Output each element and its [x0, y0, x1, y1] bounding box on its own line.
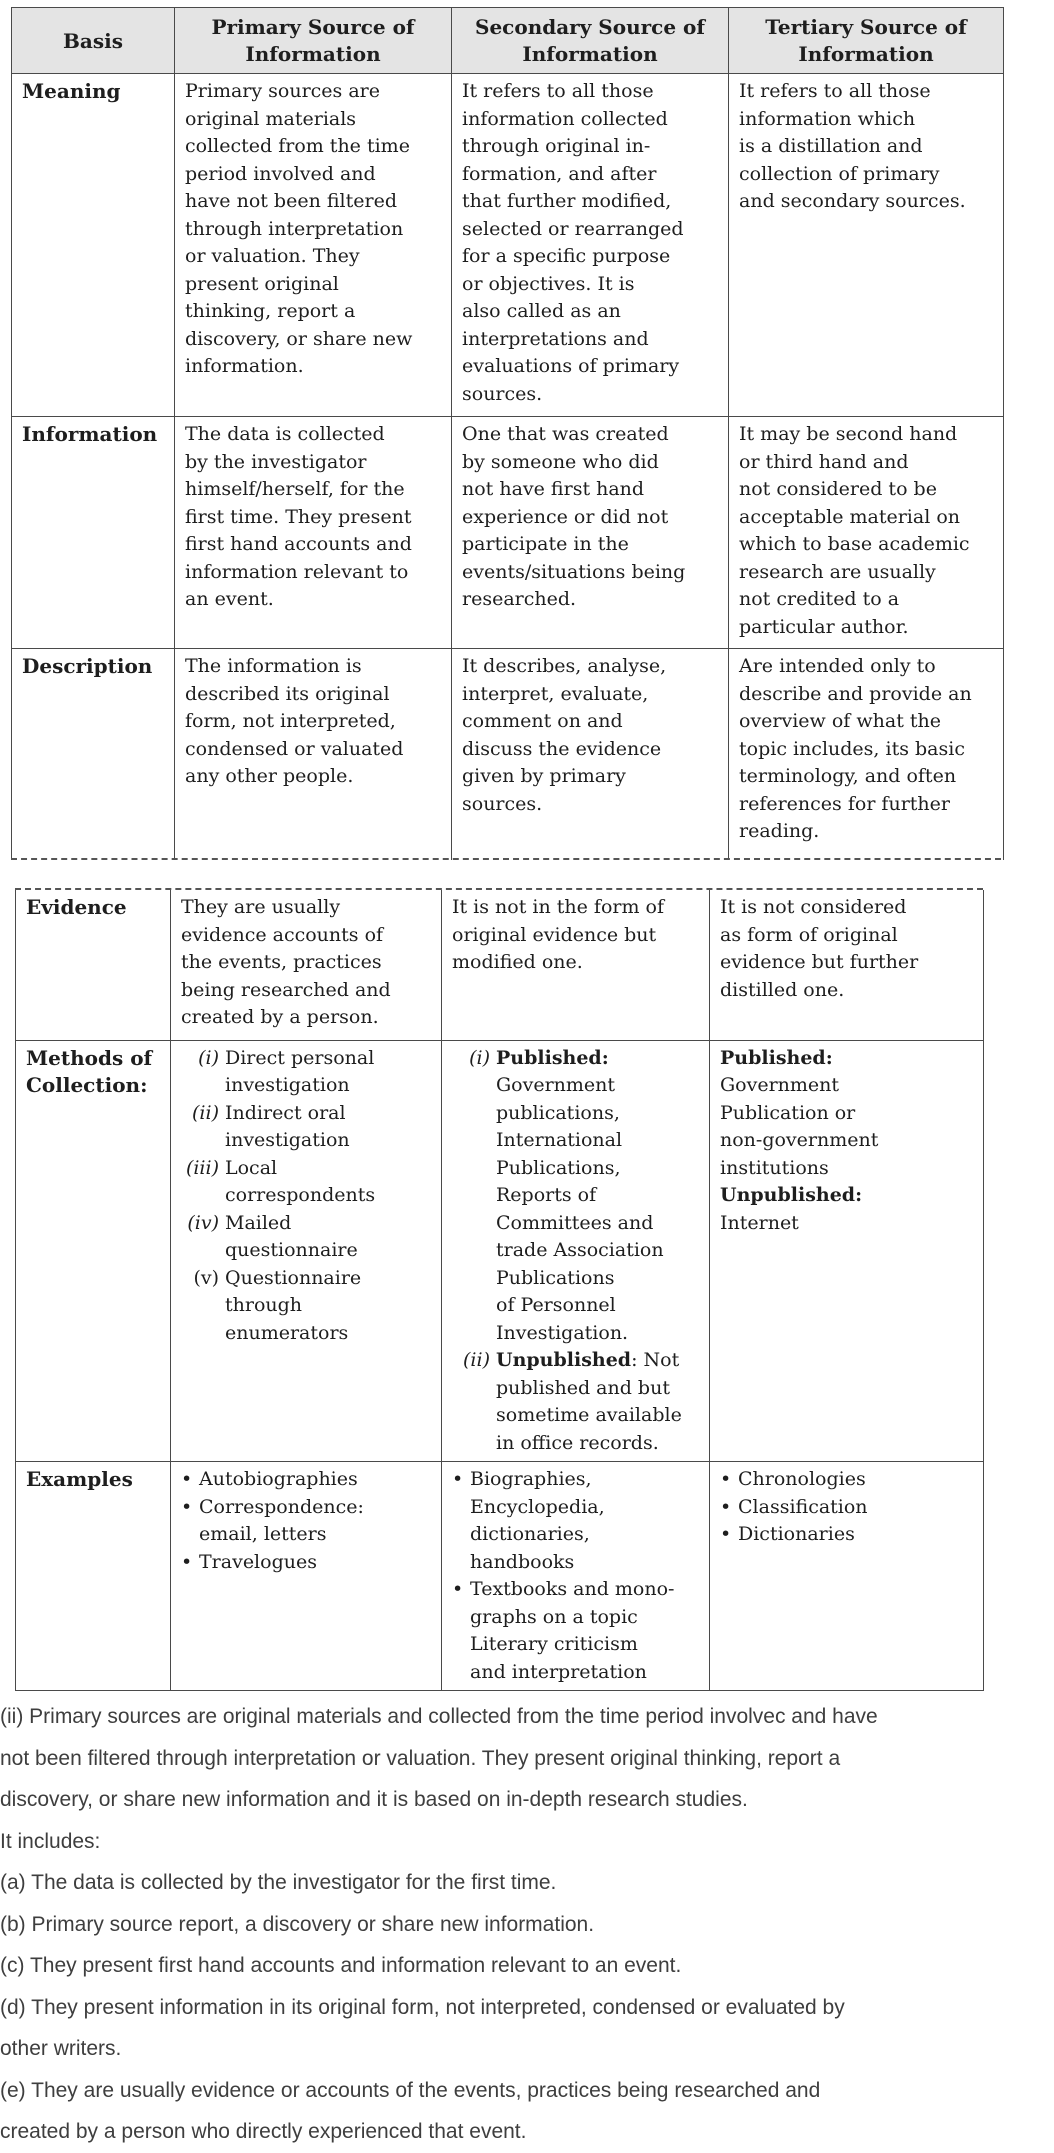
row-examples [16, 1462, 984, 1691]
method-primary-item [181, 1155, 432, 1210]
tertiary-unpublished-text [720, 1210, 974, 1238]
example-item [720, 1521, 974, 1549]
text-line: It refers to all those [739, 80, 931, 102]
text-line: Travelogues [199, 1550, 317, 1573]
text-line: Indirect oral [225, 1101, 346, 1124]
cell-methods-tertiary [710, 1040, 984, 1462]
text-line: The information is [185, 655, 362, 677]
example-item [452, 1576, 700, 1686]
cell-evidence-tertiary [710, 890, 984, 1040]
bullet-icon: • [720, 1523, 732, 1545]
row-label-evidence: Evidence [16, 890, 171, 1040]
text-line: discuss the evidence [462, 737, 662, 760]
text-line: It is not considered [720, 896, 907, 918]
method-primary-item [181, 1100, 432, 1155]
notes-line: (e) They are usually evidence or accounts of the events, practices being researched and [0, 2078, 821, 2102]
text-line: original materials [185, 107, 357, 130]
text-line: sources. [462, 382, 543, 405]
header-secondary: Secondary Source of Information [452, 8, 729, 74]
text-line: first hand accounts and [185, 533, 412, 555]
text-line: reading. [739, 820, 820, 842]
text-line: collected from the time [185, 135, 410, 157]
method-primary-item-number: (iv) [187, 1211, 219, 1234]
published-text [496, 1072, 700, 1347]
methods-label-line-1: Methods of [26, 1045, 153, 1070]
text-line: Publications [496, 1266, 615, 1289]
text-line: by the investigator [185, 450, 367, 473]
text-line: Publication or [720, 1101, 856, 1124]
cell-description-tertiary [729, 649, 1004, 860]
notes-line: (d) They present information in its original form, not interpreted, condensed or evaluated by [0, 1995, 845, 2019]
text-line: correspondents [225, 1184, 376, 1206]
text-line: Internet [720, 1211, 799, 1234]
text-line: Publications, [496, 1156, 621, 1179]
text-line: form, not interpreted, [185, 710, 396, 732]
text-line: through interpretation [185, 217, 404, 240]
cell-information-primary [175, 417, 452, 649]
text-line: The data is collected [185, 423, 385, 445]
text-line: acceptable material on [739, 505, 961, 528]
method-primary-item-number: (i) [198, 1046, 219, 1069]
cell-meaning-tertiary [729, 74, 1004, 417]
text-line: also called as an [462, 300, 621, 322]
text-line: investigation [225, 1074, 350, 1096]
text-line: thinking, report a [185, 300, 356, 322]
row-label-information: Information [12, 417, 175, 649]
text-line: Government [720, 1074, 840, 1096]
text-line: evidence accounts of [181, 923, 384, 946]
text-line: an event. [185, 588, 274, 610]
unpublished-first-text: : Not [631, 1349, 680, 1371]
row-methods [16, 1040, 984, 1462]
cell-evidence-primary [171, 890, 442, 1040]
text-line: It refers to all those [462, 80, 654, 102]
row-label-meaning: Meaning [12, 74, 175, 417]
row-label-description: Description [12, 649, 175, 860]
text-line: of Personnel [496, 1294, 616, 1316]
example-item-text [470, 1576, 674, 1686]
example-item-text [738, 1521, 855, 1549]
text-line: first time. They present [185, 505, 412, 528]
text-line: Correspondence: [199, 1495, 364, 1518]
cell-meaning-primary [175, 74, 452, 417]
text-line: trade Association [496, 1239, 664, 1261]
text-line: not considered to be [739, 478, 937, 500]
example-item-text [199, 1549, 317, 1577]
method-primary-item-text [225, 1155, 432, 1210]
text-line: described its original [185, 682, 390, 705]
example-item-text [470, 1466, 605, 1576]
header-tertiary: Tertiary Source of Information [729, 8, 1004, 74]
text-line: Are intended only to [739, 655, 936, 677]
text-line: publications, [496, 1101, 620, 1124]
cell-examples-primary [171, 1462, 442, 1691]
examples-secondary-list [452, 1466, 700, 1686]
method-primary-item-number: (ii) [192, 1101, 219, 1124]
row-information [12, 417, 1004, 649]
text-line: researched. [462, 588, 577, 610]
notes-line: created by a person who directly experienced that event. [0, 2120, 527, 2143]
text-line: It may be second hand [739, 423, 958, 445]
text-line: non-government [720, 1129, 879, 1151]
text-line: handbooks [470, 1550, 575, 1573]
bullet-icon: • [720, 1468, 732, 1490]
text-line: formation, and after [462, 162, 657, 185]
text-line: is a distillation and [739, 135, 923, 157]
text-line: Questionnaire [225, 1266, 362, 1289]
text-line: Direct personal [225, 1046, 375, 1069]
text-line: overview of what the [739, 710, 941, 732]
text-line: distilled one. [720, 978, 845, 1001]
text-line: or valuation. They [185, 245, 360, 267]
tertiary-published-text [720, 1072, 974, 1182]
text-line: information which [739, 107, 916, 130]
notes-line: other writers. [0, 2037, 122, 2060]
bullet-icon: • [452, 1578, 464, 1600]
example-item [181, 1466, 432, 1494]
method-primary-item-number: (iii) [185, 1156, 219, 1179]
example-item [720, 1494, 974, 1522]
text-line: information relevant to [185, 560, 409, 583]
comparison-table-part-1 [11, 7, 1004, 860]
text-line: present original [185, 272, 339, 295]
text-line: enumerators [225, 1321, 349, 1344]
text-line: Reports of [496, 1184, 597, 1206]
examples-tertiary-list [720, 1466, 974, 1549]
method-primary-item-text [225, 1210, 432, 1265]
example-item-text [738, 1494, 868, 1522]
header-row [12, 8, 1004, 74]
text-line: experience or did not [462, 505, 669, 528]
text-line: Mailed [225, 1211, 292, 1234]
notes-line: (c) They present first hand accounts and information relevant to an event. [0, 1954, 682, 1977]
row-label-methods [16, 1040, 171, 1462]
method-primary-item-number: (v) [193, 1266, 219, 1289]
notes-line: not been filtered through interpretation or valuation. They present original thinking, report a [0, 1746, 841, 1770]
text-line: One that was created [462, 423, 669, 445]
text-line: information collected [462, 107, 668, 130]
text-line: Local [225, 1156, 278, 1179]
text-line: evidence but further [720, 951, 919, 973]
notes-line: (ii) Primary sources are original materials and collected from the time period involvec and have [0, 1705, 878, 1728]
text-line: and interpretation [470, 1660, 647, 1683]
text-line: It describes, analyse, [462, 655, 667, 677]
text-line: Chronologies [738, 1468, 866, 1490]
text-line: any other people. [185, 765, 354, 787]
text-line: interpret, evaluate, [462, 682, 649, 705]
text-line: Dictionaries [738, 1523, 855, 1545]
text-line: Autobiographies [199, 1468, 358, 1490]
notes-line: (a) The data is collected by the investigator for the first time. [0, 1871, 557, 1894]
text-line: International [496, 1129, 623, 1151]
text-line: institutions [720, 1156, 829, 1179]
text-line: or objectives. It is [462, 272, 635, 295]
text-line: Investigation. [496, 1321, 629, 1344]
row-meaning [12, 74, 1004, 417]
text-line: himself/herself, for the [185, 478, 405, 500]
method-primary-item-text [225, 1265, 432, 1348]
cell-examples-secondary [442, 1462, 710, 1691]
text-line: Classification [738, 1495, 868, 1518]
text-line: research are usually [739, 560, 936, 583]
text-line: through original in- [462, 135, 651, 157]
text-line: being researched and [181, 978, 391, 1001]
unpublished-label: Unpublished [496, 1349, 632, 1371]
cell-information-tertiary [729, 417, 1004, 649]
text-line: It is not in the form of [452, 896, 664, 918]
text-line: sources. [462, 792, 543, 815]
text-line: graphs on a topic [470, 1605, 638, 1628]
text-line: for a specific purpose [462, 245, 671, 267]
bullet-icon: • [181, 1550, 193, 1573]
methods-label-line-2: Collection: [26, 1073, 148, 1097]
text-line: that further modified, [462, 190, 672, 212]
text-line: participate in the [462, 533, 629, 555]
method-primary-item-text [225, 1100, 432, 1155]
text-line: not credited to a [739, 588, 900, 610]
text-line: Committees and [496, 1211, 654, 1234]
page-break-dashes-top [11, 858, 1001, 860]
method-primary-item [181, 1045, 432, 1100]
method-primary-item [181, 1265, 432, 1348]
examples-primary-list [181, 1466, 432, 1576]
text-line: comment on and [462, 710, 623, 732]
cell-examples-tertiary [710, 1462, 984, 1691]
text-line: email, letters [199, 1523, 327, 1545]
text-line: terminology, and often [739, 765, 957, 787]
text-line: original evidence but [452, 923, 657, 946]
method-primary-item [181, 1210, 432, 1265]
text-line: published and but [496, 1376, 670, 1399]
text-line: have not been filtered [185, 190, 397, 212]
text-line: modified one. [452, 951, 583, 973]
text-line: events/situations being [462, 560, 686, 583]
text-line: dictionaries, [470, 1523, 590, 1545]
text-line: topic includes, its basic [739, 737, 965, 760]
cell-information-secondary [452, 417, 729, 649]
unpublished-text [496, 1375, 700, 1458]
published-number: (i) [469, 1046, 490, 1069]
text-line: or third hand and [739, 450, 909, 473]
bullet-icon: • [181, 1495, 193, 1518]
unpublished-number: (ii) [463, 1349, 490, 1371]
cell-evidence-secondary [442, 890, 710, 1040]
published-block [496, 1045, 700, 1348]
cell-description-secondary [452, 649, 729, 860]
notes-section [0, 1696, 1054, 2153]
bullet-icon: • [452, 1468, 464, 1490]
tertiary-published-label: Published: [720, 1046, 833, 1069]
method-secondary-published [452, 1045, 700, 1348]
text-line: collection of primary [739, 162, 940, 185]
text-line: Primary sources are [185, 80, 380, 102]
text-line: which to base academic [739, 533, 970, 555]
text-line: information. [185, 355, 304, 377]
comparison-table-part-2 [15, 890, 984, 1691]
text-line: condensed or valuated [185, 737, 404, 760]
cell-methods-primary [171, 1040, 442, 1462]
text-line: period involved and [185, 162, 376, 185]
text-line: selected or rearranged [462, 217, 684, 240]
text-line: sometime available [496, 1404, 682, 1426]
text-line: the events, practices [181, 951, 382, 973]
cell-description-primary [175, 649, 452, 860]
text-line: as form of original [720, 923, 898, 946]
text-line: describe and provide an [739, 682, 972, 705]
text-line: Biographies, [470, 1468, 592, 1490]
row-description [12, 649, 1004, 860]
text-line: Textbooks and mono- [470, 1578, 675, 1600]
text-line: questionnaire [225, 1239, 358, 1261]
row-evidence [16, 890, 984, 1040]
text-line: by someone who did [462, 450, 659, 473]
example-item-text [199, 1494, 364, 1549]
text-line: references for further [739, 792, 950, 815]
bullet-icon: • [181, 1468, 193, 1490]
example-item [720, 1466, 974, 1494]
row-label-examples: Examples [16, 1462, 171, 1691]
text-line: interpretations and [462, 327, 649, 350]
tertiary-unpublished-label: Unpublished: [720, 1184, 863, 1206]
header-basis: Basis [12, 8, 175, 74]
text-line: given by primary [462, 765, 626, 787]
text-line: discovery, or share new [185, 327, 413, 350]
text-line: investigation [225, 1129, 350, 1151]
cell-methods-secondary [442, 1040, 710, 1462]
bullet-icon: • [720, 1495, 732, 1518]
example-item [181, 1549, 432, 1577]
text-line: evaluations of primary [462, 355, 680, 377]
text-line: not have first hand [462, 478, 645, 500]
text-line: through [225, 1294, 303, 1316]
text-line: Government [496, 1074, 616, 1096]
example-item-text [199, 1466, 358, 1494]
unpublished-block [496, 1347, 700, 1457]
notes-line: It includes: [0, 1829, 101, 1853]
text-line: in office records. [496, 1431, 659, 1454]
text-line: Encyclopedia, [470, 1495, 605, 1518]
text-line: They are usually [181, 896, 341, 918]
cell-meaning-secondary [452, 74, 729, 417]
example-item [181, 1494, 432, 1549]
example-item [452, 1466, 700, 1576]
method-secondary-unpublished [452, 1347, 700, 1457]
notes-line: (b) Primary source report, a discovery or share new information. [0, 1912, 595, 1936]
method-primary-item-text [225, 1045, 432, 1100]
text-line: and secondary sources. [739, 190, 966, 212]
text-line: particular author. [739, 615, 909, 638]
published-label: Published: [496, 1046, 609, 1069]
unpublished-first-line [496, 1347, 700, 1375]
text-line: Literary criticism [470, 1633, 638, 1655]
header-primary: Primary Source of Information [175, 8, 452, 74]
text-line: created by a person. [181, 1006, 379, 1028]
example-item-text [738, 1466, 866, 1494]
notes-line: discovery, or share new information and it is based on in-depth research studies. [0, 1788, 748, 1811]
